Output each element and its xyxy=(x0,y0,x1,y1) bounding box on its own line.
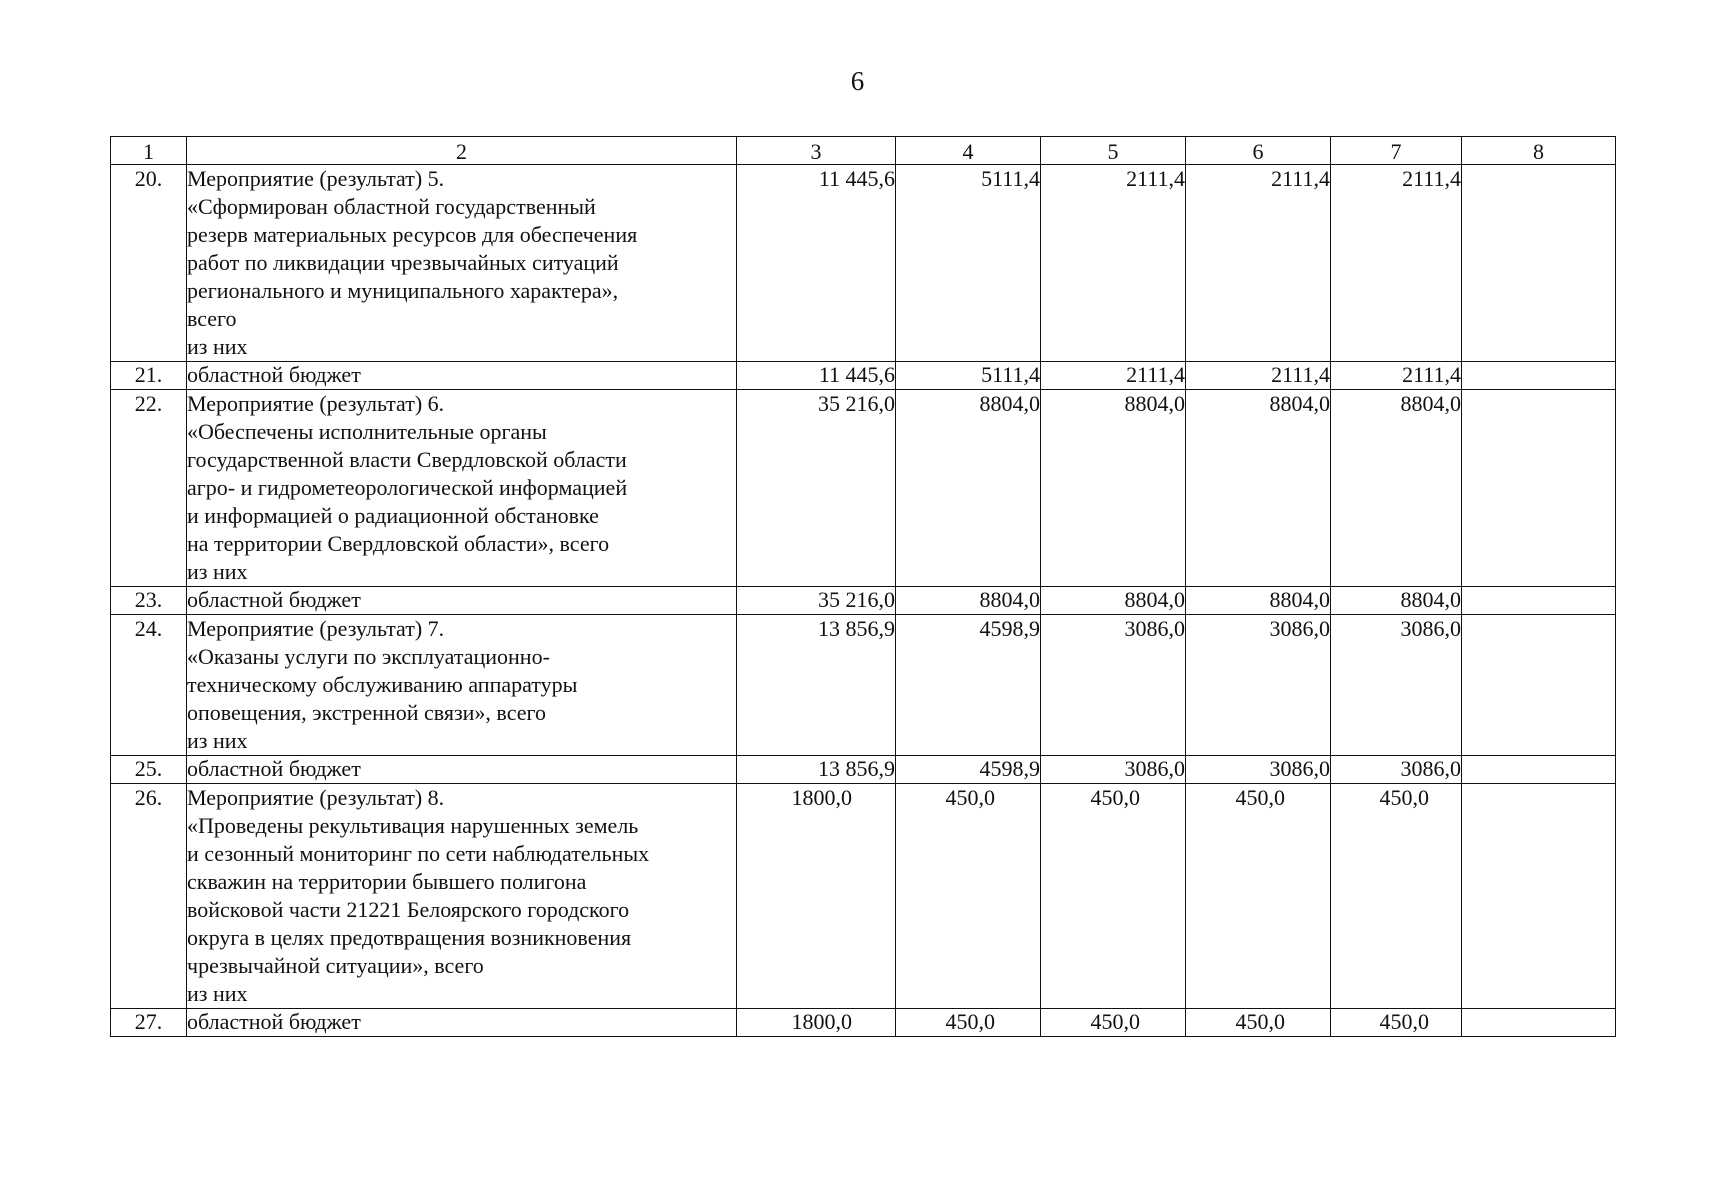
value-col-6: 8804,0 xyxy=(1186,390,1331,587)
value-col-3: 1800,0 xyxy=(737,784,896,1009)
row-number: 21. xyxy=(111,362,187,390)
description-line: областной бюджет xyxy=(187,1009,361,1034)
value-col-5: 8804,0 xyxy=(1041,390,1186,587)
value-col-5: 450,0 xyxy=(1041,1009,1186,1037)
description-line: «Оказаны услуги по эксплуатационно- xyxy=(187,644,550,669)
value-col-3: 13 856,9 xyxy=(737,756,896,784)
table-row xyxy=(111,587,1616,615)
table-row xyxy=(111,784,1616,1009)
row-description xyxy=(187,615,737,756)
column-header-6: 6 xyxy=(1186,137,1331,165)
value-col-4: 8804,0 xyxy=(896,587,1041,615)
table-row xyxy=(111,1009,1616,1037)
row-description xyxy=(187,165,737,362)
description-line: «Проведены рекультивация нарушенных земель xyxy=(187,813,639,838)
budget-table xyxy=(110,136,1616,1037)
value-col-8 xyxy=(1462,165,1616,362)
description-line: из них xyxy=(187,981,248,1006)
column-header-8: 8 xyxy=(1462,137,1616,165)
value-col-5: 2111,4 xyxy=(1041,362,1186,390)
description-line: чрезвычайной ситуации», всего xyxy=(187,953,484,978)
description-line: резерв материальных ресурсов для обеспечения xyxy=(187,222,638,247)
description-line: агро- и гидрометеорологической информацией xyxy=(187,475,628,500)
description-line: Мероприятие (результат) 6. xyxy=(187,391,445,416)
value-col-4: 8804,0 xyxy=(896,390,1041,587)
value-col-7: 3086,0 xyxy=(1331,756,1462,784)
description-line: оповещения, экстренной связи», всего xyxy=(187,700,546,725)
description-line: «Сформирован областной государственный xyxy=(187,194,596,219)
value-col-4: 5111,4 xyxy=(896,165,1041,362)
row-number: 25. xyxy=(111,756,187,784)
row-number: 27. xyxy=(111,1009,187,1037)
description-line: техническому обслуживанию аппаратуры xyxy=(187,672,578,697)
description-line: из них xyxy=(187,559,248,584)
value-col-4: 5111,4 xyxy=(896,362,1041,390)
value-col-5: 8804,0 xyxy=(1041,587,1186,615)
row-description xyxy=(187,362,737,390)
value-col-3: 11 445,6 xyxy=(737,165,896,362)
value-col-3: 13 856,9 xyxy=(737,615,896,756)
description-line: «Обеспечены исполнительные органы xyxy=(187,419,547,444)
value-col-7: 8804,0 xyxy=(1331,587,1462,615)
row-description xyxy=(187,756,737,784)
value-col-4: 4598,9 xyxy=(896,756,1041,784)
description-line: на территории Свердловской области», всего xyxy=(187,531,610,556)
page-number: 6 xyxy=(850,66,865,96)
value-col-6: 450,0 xyxy=(1186,1009,1331,1037)
row-number: 24. xyxy=(111,615,187,756)
value-col-6: 8804,0 xyxy=(1186,587,1331,615)
description-line: государственной власти Свердловской области xyxy=(187,447,627,472)
value-col-8 xyxy=(1462,615,1616,756)
value-col-8 xyxy=(1462,756,1616,784)
description-line: скважин на территории бывшего полигона xyxy=(187,869,587,894)
table-row xyxy=(111,615,1616,756)
value-col-7: 2111,4 xyxy=(1331,165,1462,362)
row-number: 26. xyxy=(111,784,187,1009)
value-col-4: 4598,9 xyxy=(896,615,1041,756)
value-col-8 xyxy=(1462,784,1616,1009)
description-line: из них xyxy=(187,334,248,359)
value-col-8 xyxy=(1462,390,1616,587)
value-col-7: 3086,0 xyxy=(1331,615,1462,756)
row-number: 20. xyxy=(111,165,187,362)
description-line: войсковой части 21221 Белоярского городского xyxy=(187,897,630,922)
value-col-5: 3086,0 xyxy=(1041,615,1186,756)
value-col-7: 450,0 xyxy=(1331,784,1462,1009)
value-col-6: 3086,0 xyxy=(1186,756,1331,784)
value-col-7: 450,0 xyxy=(1331,1009,1462,1037)
row-number: 22. xyxy=(111,390,187,587)
value-col-6: 2111,4 xyxy=(1186,362,1331,390)
value-col-4: 450,0 xyxy=(896,784,1041,1009)
value-col-5: 3086,0 xyxy=(1041,756,1186,784)
value-col-5: 2111,4 xyxy=(1041,165,1186,362)
value-col-7: 2111,4 xyxy=(1331,362,1462,390)
description-line: Мероприятие (результат) 5. xyxy=(187,166,445,191)
description-line: работ по ликвидации чрезвычайных ситуаций xyxy=(187,250,619,275)
description-line: всего xyxy=(187,306,237,331)
value-col-7: 8804,0 xyxy=(1331,390,1462,587)
column-header-4: 4 xyxy=(896,137,1041,165)
description-line: из них xyxy=(187,728,248,753)
table-row xyxy=(111,165,1616,362)
value-col-3: 35 216,0 xyxy=(737,390,896,587)
value-col-4: 450,0 xyxy=(896,1009,1041,1037)
value-col-8 xyxy=(1462,1009,1616,1037)
value-col-8 xyxy=(1462,362,1616,390)
column-header-1: 1 xyxy=(111,137,187,165)
description-line: Мероприятие (результат) 8. xyxy=(187,785,445,810)
value-col-3: 35 216,0 xyxy=(737,587,896,615)
row-description xyxy=(187,390,737,587)
value-col-5: 450,0 xyxy=(1041,784,1186,1009)
description-line: областной бюджет xyxy=(187,587,361,612)
description-line: областной бюджет xyxy=(187,362,361,387)
table-row xyxy=(111,756,1616,784)
column-header-3: 3 xyxy=(737,137,896,165)
value-col-3: 1800,0 xyxy=(737,1009,896,1037)
row-description xyxy=(187,1009,737,1037)
table-row xyxy=(111,362,1616,390)
row-number: 23. xyxy=(111,587,187,615)
description-line: и информацией о радиационной обстановке xyxy=(187,503,599,528)
column-header-5: 5 xyxy=(1041,137,1186,165)
value-col-8 xyxy=(1462,587,1616,615)
description-line: округа в целях предотвращения возникновения xyxy=(187,925,632,950)
description-line: и сезонный мониторинг по сети наблюдательных xyxy=(187,841,650,866)
description-line: Мероприятие (результат) 7. xyxy=(187,616,445,641)
value-col-6: 450,0 xyxy=(1186,784,1331,1009)
row-description xyxy=(187,587,737,615)
description-line: регионального и муниципального характера», xyxy=(187,278,619,303)
row-description xyxy=(187,784,737,1009)
column-header-7: 7 xyxy=(1331,137,1462,165)
value-col-3: 11 445,6 xyxy=(737,362,896,390)
value-col-6: 3086,0 xyxy=(1186,615,1331,756)
table-row xyxy=(111,390,1616,587)
description-line: областной бюджет xyxy=(187,756,361,781)
column-header-2: 2 xyxy=(187,137,737,165)
value-col-6: 2111,4 xyxy=(1186,165,1331,362)
header-row xyxy=(111,137,1616,165)
